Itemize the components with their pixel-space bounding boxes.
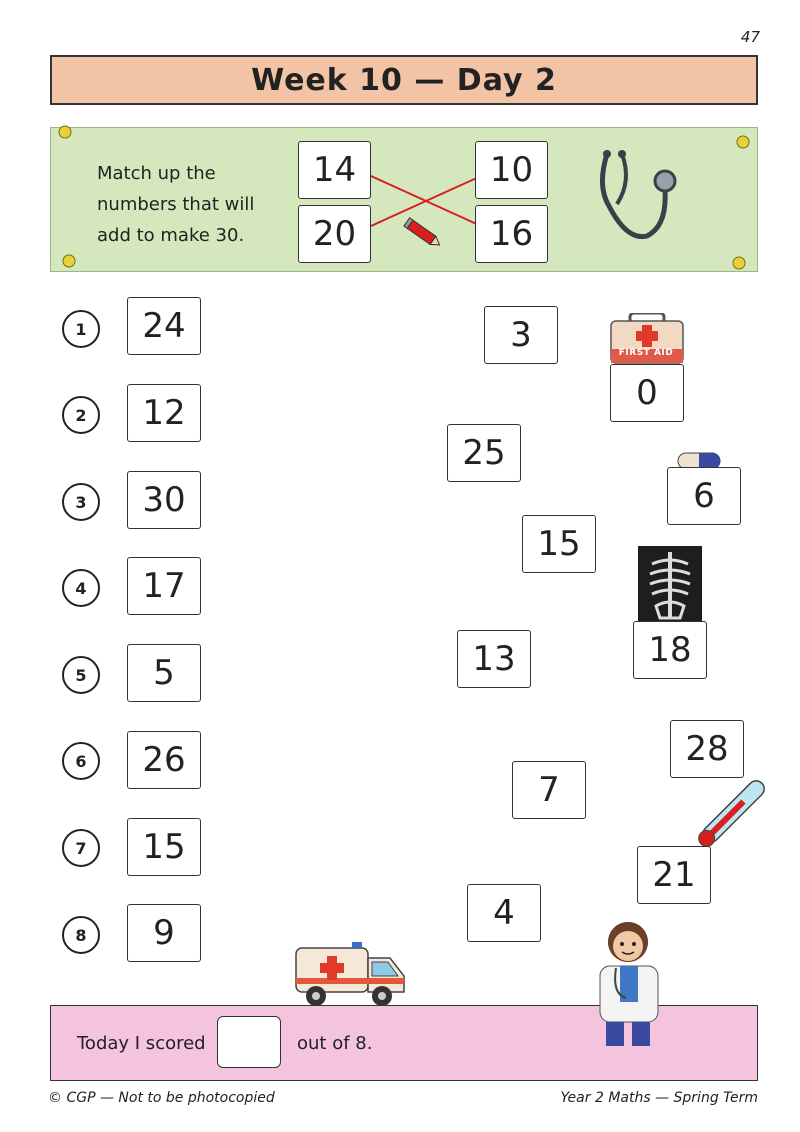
- question-number: 4: [62, 569, 100, 607]
- question-box: 5: [127, 644, 201, 702]
- stethoscope-icon: [587, 146, 687, 261]
- question-number: 5: [62, 656, 100, 694]
- instruction-line: add to make 30.: [97, 225, 245, 246]
- question-box: 15: [127, 818, 201, 876]
- answer-box: 6: [667, 467, 741, 525]
- footer-copyright: © CGP — Not to be photocopied: [48, 1090, 275, 1106]
- instruction-line: numbers that will: [97, 194, 255, 215]
- answer-box: 7: [512, 761, 586, 819]
- first-aid-label: FIRST AID: [618, 348, 674, 358]
- answer-box: 25: [447, 424, 521, 482]
- footer-course: Year 2 Maths — Spring Term: [560, 1090, 758, 1106]
- page-number: 47: [740, 28, 760, 46]
- question-number: 2: [62, 396, 100, 434]
- question-box: 9: [127, 904, 201, 962]
- thermometer-icon: [692, 776, 768, 854]
- page-title: Week 10 — Day 2: [50, 55, 758, 105]
- doctor-overlay-icon: [586, 914, 672, 1050]
- score-prefix: Today I scored: [77, 1033, 206, 1054]
- answer-box: 28: [670, 720, 744, 778]
- answer-box: 15: [522, 515, 596, 573]
- answer-box: 13: [457, 630, 531, 688]
- pencil-icon: [403, 214, 445, 254]
- example-left-box: 20: [298, 205, 371, 263]
- score-suffix: out of 8.: [297, 1033, 373, 1054]
- answer-box: 0: [610, 364, 684, 422]
- example-instruction: [97, 158, 254, 251]
- pin-icon: [731, 255, 747, 271]
- x-ray-icon: [638, 546, 702, 624]
- example-banner: [50, 127, 758, 272]
- answer-box: 18: [633, 621, 707, 679]
- answer-box: 21: [637, 846, 711, 904]
- question-number: 7: [62, 829, 100, 867]
- answer-box: 4: [467, 884, 541, 942]
- example-right-box: 10: [475, 141, 548, 199]
- question-number: 3: [62, 483, 100, 521]
- pin-icon: [61, 253, 77, 269]
- answer-box: 3: [484, 306, 558, 364]
- instruction-line: Match up the: [97, 163, 216, 184]
- score-input[interactable]: [217, 1016, 281, 1068]
- question-number: 1: [62, 310, 100, 348]
- question-number: 6: [62, 742, 100, 780]
- pin-icon: [57, 124, 73, 140]
- question-box: 17: [127, 557, 201, 615]
- question-number: 8: [62, 916, 100, 954]
- question-box: 12: [127, 384, 201, 442]
- ambulance-icon: [292, 938, 408, 1010]
- question-box: 24: [127, 297, 201, 355]
- example-right-box: 16: [475, 205, 548, 263]
- question-box: 26: [127, 731, 201, 789]
- question-box: 30: [127, 471, 201, 529]
- example-left-box: 14: [298, 141, 371, 199]
- pin-icon: [735, 134, 751, 150]
